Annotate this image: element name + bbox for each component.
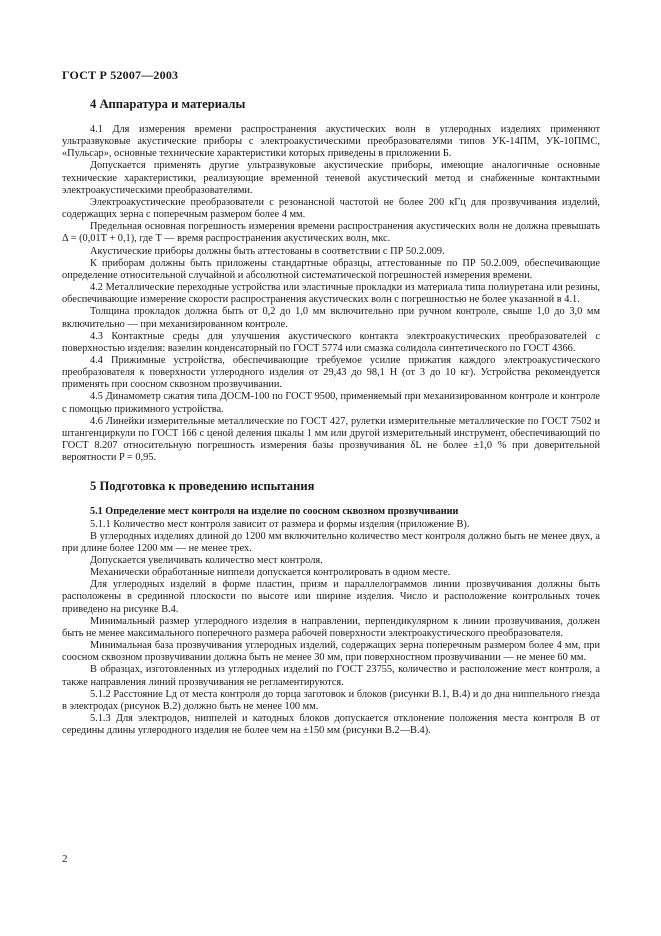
section-5-heading: 5 Подготовка к проведению испытания <box>90 479 315 494</box>
paragraph: К приборам должны быть приложены стандартные образцы, аттестованные по ПР 50.2.009, обеспечивающие определение относительной случайной и абсолютной систематической погрешностей измерения времени. <box>62 257 600 281</box>
paragraph: 5.1.2 Расстояние Lд от места контроля до торца заготовок и блоков (рисунки В.1, В.4) и до дна ниппельного гнезда в электродах (рисунок В.2) должно быть не менее 100 мм. <box>62 688 600 712</box>
paragraph: В образцах, изготовленных из углеродных изделий по ГОСТ 23755, количество и расположение мест контроля, а также направления линий прозвучивания не регламентируются. <box>62 664 600 688</box>
section-4-heading: 4 Аппаратура и материалы <box>90 97 246 111</box>
document-code: ГОСТ Р 52007—2003 <box>62 68 179 82</box>
paragraph: Предельная основная погрешность измерения времени распространения акустических волн не должна превышать Δ = (0,01T + 0,1), где T — время распространения акустических волн, мкс. <box>62 221 600 245</box>
page-number: 2 <box>62 853 68 865</box>
paragraph: Для углеродных изделий в форме пластин, призм и параллелограммов линии прозвучивания должны быть расположены в срединной плоскости по высоте или ширине изделия. Число и расположение контрольных точек приведено на рисунке В.4. <box>62 579 600 615</box>
paragraph: 4.2 Металлические переходные устройства или эластичные прокладки из материала типа полиуретана или резины, обеспечивающие измерение скорости распространения акустических волн с погрешностью не более указанной в 4.1. <box>62 282 600 306</box>
paragraph: Механически обработанные ниппели допускается контролировать в одном месте. <box>90 567 451 579</box>
paragraph: Электроакустические преобразователи с резонансной частотой не более 200 кГц для прозвучивания изделий, содержащих зерна с поперечным размером более 4 мм. <box>62 196 600 221</box>
paragraph: Толщина прокладок должна быть от 0,2 до 1,0 мм включительно при ручном контроле, свыше 1,0 до 3,0 мм включительно — при механизированном контроле. <box>62 306 600 330</box>
paragraph: 4.1 Для измерения времени распространения акустических волн в углеродных изделиях применяют ультразвуковые акустические приборы с электроакустическими преобразователями типов УК-14ПМ, УК-10ПМС, «Пульсар», основные технические характеристики которых приведены в приложении Б. <box>62 124 600 160</box>
document-body <box>62 96 600 737</box>
paragraph: Допускается применять другие ультразвуковые акустические приборы, имеющие аналогичные основные технические характеристики, реализующие временной теневой акустический метод и снабженные контактными электроакустическими преобразователями. <box>62 160 600 196</box>
subsection-5-1-heading: 5.1 Определение мест контроля на изделие по соосном сквозном прозвучивании <box>90 506 459 518</box>
paragraph: 4.6 Линейки измерительные металлические по ГОСТ 427, рулетки измерительные металлические по ГОСТ 7502 и штангенциркули по ГОСТ 166 с ценой деления шкалы 1 мм или другой измерительный инструмент, обеспечивающий по ГОСТ 8.207 относительную погрешность измерения базы прозвучивания δL не более ±1,0 % при доверительной вероятности P = 0,95. <box>62 415 600 464</box>
paragraph: В углеродных изделиях длиной до 1200 мм включительно количество мест контроля должно быть не менее двух, а при длине более 1200 мм — не менее трех. <box>62 530 600 554</box>
paragraph: 4.3 Контактные среды для улучшения акустического контакта электроакустических преобразователей с поверхностью изделия: вазелин конденсаторный по ГОСТ 5774 или смазка солидола синтетического по ГОСТ 4366. <box>62 330 600 354</box>
paragraph: Допускается увеличивать количество мест контроля. <box>90 555 323 566</box>
paragraph: 5.1.1 Количество мест контроля зависит от размера и формы изделия (приложение В). <box>90 518 470 530</box>
paragraph: Минимальная база прозвучивания углеродных изделий, содержащих зерна поперечным размером более 4 мм, при соосном сквозном прозвучивании должна быть не менее 30 мм, при поверхностном прозвучивании — не менее 60 мм. <box>62 640 600 664</box>
paragraph: Минимальный размер углеродного изделия в направлении, перпендикулярном к линии прозвучивания, должен быть не менее максимального поперечного размера рабочей поверхности электроакустического преобразователя. <box>62 615 600 639</box>
paragraph: 5.1.3 Для электродов, ниппелей и катодных блоков допускается отклонение положения места контроля B от середины длины углеродного изделия не более чем на ±150 мм (рисунки В.2—В.4). <box>62 713 600 737</box>
paragraph: Акустические приборы должны быть аттестованы в соответствии с ПР 50.2.009. <box>90 245 445 257</box>
paragraph: 4.4 Прижимные устройства, обеспечивающие требуемое усилие прижатия каждого электроакустического преобразователя к поверхности углеродного изделия от 29,43 до 98,1 Н (от 3 до 10 кг). Устройства рекомендуется применять при соосном сквозном прозвучивании. <box>62 354 600 391</box>
paragraph: 4.5 Динамометр сжатия типа ДОСМ-100 по ГОСТ 9500, применяемый при механизированном контроле и контроле с помощью прижимного устройства. <box>62 391 600 415</box>
